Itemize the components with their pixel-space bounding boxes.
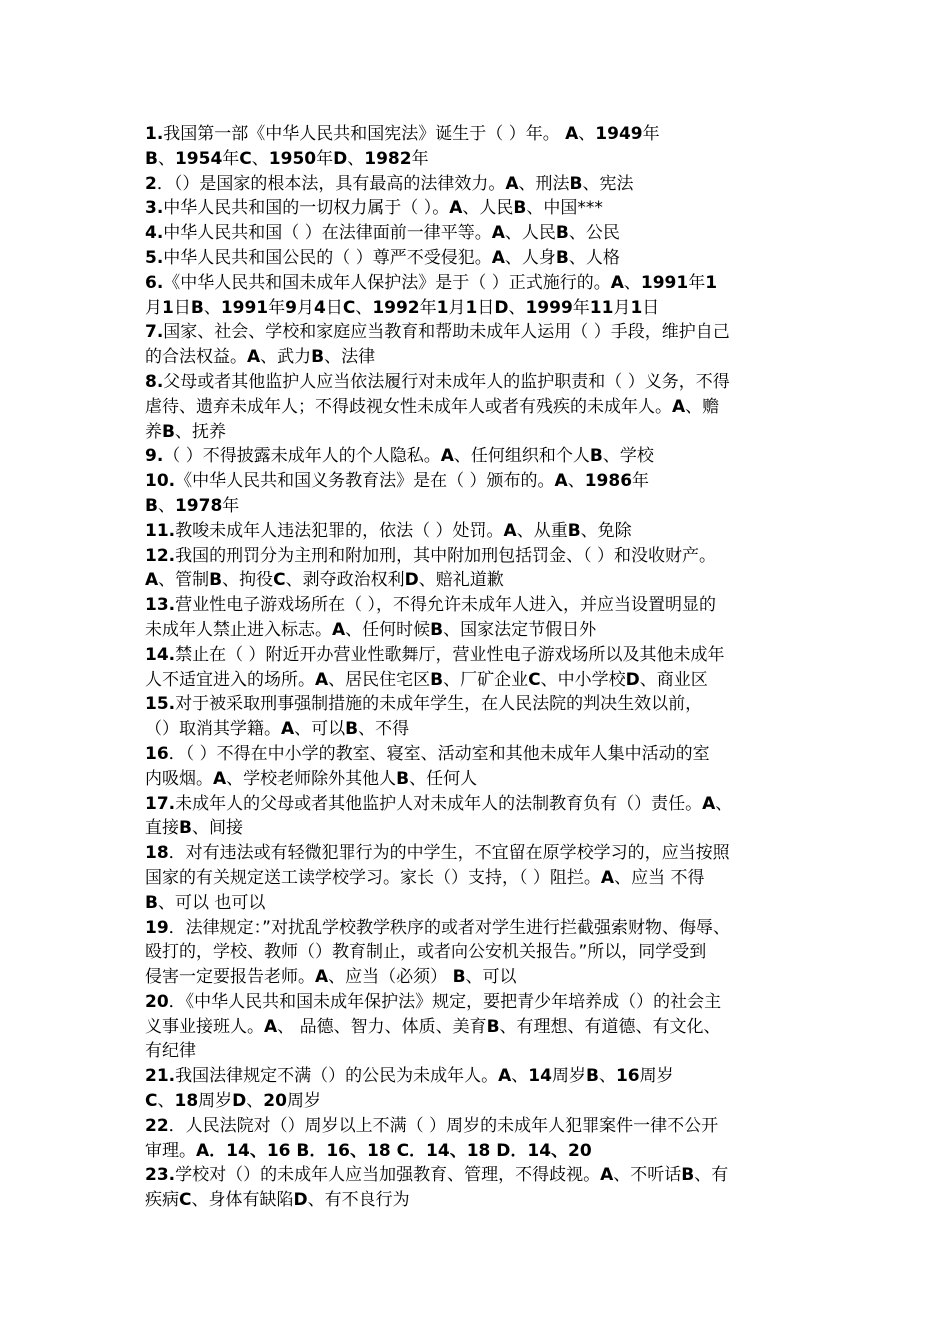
text-line (145, 940, 825, 965)
text-segment: 中华人民共和国公民的（ ）尊严不受侵犯。 (163, 247, 492, 268)
text-segment: 、应当 不得 (614, 867, 705, 888)
text-segment: 、刑法 (518, 173, 570, 194)
text-segment: 教唆未成年人违法犯罪的，依法（ ）处罚。 (175, 520, 504, 541)
text-segment: 营业性电子游戏场所在（ ），不得允许未成年人进入，并应当设置明显的 (175, 595, 717, 616)
text-line (145, 345, 825, 370)
text-segment: 殴打的，学校、教师（）教育制止，或者向公安机关报告。”所以，同学受到 (145, 942, 707, 963)
text-segment: ．（）是国家的根本法，具有最高的法律效力。 (156, 173, 506, 194)
text-line (145, 370, 825, 395)
text-segment: B (555, 223, 569, 244)
text-segment: 我国法律规定不满（）的公民为未成年人。 (175, 1066, 499, 1087)
text-segment: 16 (145, 743, 169, 764)
text-line (145, 544, 825, 569)
document-body (145, 122, 825, 1213)
text-segment: 、赔礼道歉 (418, 570, 504, 591)
text-segment: 周岁 (198, 1091, 233, 1112)
text-segment: 年 (222, 148, 240, 169)
text-segment: 9. (145, 446, 164, 467)
text-segment: 日 (642, 297, 660, 318)
text-segment: B (311, 347, 325, 368)
text-line (145, 692, 825, 717)
text-segment: A (672, 396, 686, 417)
text-segment: D (404, 570, 419, 591)
text-segment: B (162, 421, 175, 442)
text-segment: 日 (325, 297, 343, 318)
text-segment: 、 (251, 148, 269, 169)
text-line (145, 568, 825, 593)
text-segment: 17. (145, 793, 176, 814)
text-segment: 年 (419, 297, 437, 318)
text-segment: 22 (145, 1115, 169, 1136)
text-segment: 、不得 (358, 719, 410, 740)
text-segment: 、任何时候 (345, 619, 431, 640)
text-segment: 5. (145, 247, 164, 268)
text-segment: 月 (613, 297, 631, 318)
text-segment: ．法律规定：”对扰乱学校教学秩序的或者对学生进行拦截强索财物、侮辱、 (168, 917, 730, 938)
text-segment: 、身体有缺陷 (191, 1190, 294, 1211)
text-segment: 16 (615, 1066, 640, 1087)
text-segment: ．人民法院对（）周岁以上不满（ ）周岁的未成年人犯罪案件一律不公开 (168, 1115, 719, 1136)
text-segment: 3. (145, 198, 164, 219)
text-segment: 1986 (584, 471, 633, 492)
text-segment: 、间接 (191, 818, 243, 839)
text-segment: A (281, 719, 295, 740)
text-segment: 、学校老师除外其他人 (226, 768, 397, 789)
text-segment: 19 (145, 917, 169, 938)
text-segment: 9 (285, 297, 297, 318)
text-segment: 、 (598, 1066, 616, 1087)
text-line (145, 172, 825, 197)
text-segment: 、有理想、有道德、有文化、 (499, 1016, 721, 1037)
text-segment: A (247, 347, 261, 368)
text-segment: 月 (296, 297, 314, 318)
text-segment: 中华人民共和国的一切权力属于（ ）。 (163, 198, 450, 219)
text-segment: 1982 (364, 148, 412, 169)
text-segment: B (452, 967, 466, 988)
text-segment: 年 (411, 148, 429, 169)
text-line (145, 891, 825, 916)
text-segment: 、免除 (580, 520, 632, 541)
text-segment: 、人民 (504, 223, 556, 244)
text-segment: 、剥夺政治权利 (285, 570, 405, 591)
text-segment: C (179, 1190, 192, 1211)
text-segment: 内吸烟。 (145, 768, 213, 789)
text-segment: B (681, 1165, 695, 1186)
text-segment: C (528, 669, 541, 690)
text-line (145, 1039, 825, 1064)
text-segment: 、 (623, 272, 641, 293)
text-segment: 审理。 (145, 1140, 196, 1161)
text-line (145, 841, 825, 866)
text-segment: 年 (316, 148, 334, 169)
text-segment: 月 (145, 297, 162, 318)
text-segment: 、 (157, 495, 175, 516)
text-segment: 《中华人民共和国义务教育法》是在（ ）颁布的。 (175, 471, 555, 492)
text-segment: B (486, 1016, 500, 1037)
text-segment: 、 (355, 297, 373, 318)
text-segment: C (273, 570, 286, 591)
text-segment: B (396, 768, 410, 789)
text-line (145, 618, 825, 643)
text-segment: 、 品德、智力、体质、美育 (277, 1016, 487, 1037)
text-segment: 国家、社会、学校和家庭应当教育和帮助未成年人运用（ ）手段，维护自己 (163, 322, 730, 343)
text-segment: 日 (477, 297, 495, 318)
text-line (145, 1188, 825, 1213)
text-segment: A (702, 793, 716, 814)
text-segment: A (264, 1016, 278, 1037)
text-segment: B (555, 247, 569, 268)
text-segment: 、赡 (685, 396, 720, 417)
text-segment: 、不听话 (613, 1165, 682, 1186)
text-segment: B (190, 297, 204, 318)
text-segment: 、有 (694, 1165, 729, 1186)
text-segment: 1992 (372, 297, 420, 318)
text-segment: 、学校 (602, 446, 654, 467)
text-segment: 12. (145, 545, 176, 566)
text-segment: 、武力 (260, 347, 312, 368)
text-segment: 我国的刑罚分为主刑和附加刑，其中附加刑包括罚金、（ ）和没收财产。 (175, 545, 717, 566)
text-segment: 1954 (174, 148, 223, 169)
text-segment: 20 (263, 1091, 287, 1112)
text-segment: 21. (145, 1066, 176, 1087)
text-segment: 1949 (595, 124, 643, 144)
text-segment: B (513, 198, 527, 219)
text-segment: B (569, 173, 583, 194)
text-line (145, 1064, 825, 1089)
text-line (145, 469, 825, 494)
text-segment: 、法律 (324, 347, 376, 368)
text-segment: 、人格 (568, 247, 620, 268)
text-line (145, 147, 825, 172)
text-segment: C (145, 1091, 158, 1112)
text-segment: B (145, 495, 158, 516)
text-segment: 未成年人的父母或者其他监护人对未成年人的法制教育负有（）责任。 (175, 793, 703, 814)
text-segment: A (449, 198, 463, 219)
text-segment: B (430, 619, 444, 640)
text-segment: 1. (145, 124, 164, 144)
text-segment: 《中华人民共和国未成年人保护法》是于（ ）正式施行的。 (163, 272, 611, 293)
text-segment: 、任何人 (409, 768, 478, 789)
text-segment: A (491, 223, 505, 244)
text-line (145, 965, 825, 990)
text-segment: A (610, 272, 624, 293)
text-segment: 周岁 (551, 1066, 586, 1087)
text-segment: A (503, 520, 517, 541)
text-segment: 、 (567, 471, 585, 492)
text-segment: 中华人民共和国（ ）在法律面前一律平等。 (163, 223, 492, 244)
text-segment: 虐待、遗弃未成年人；不得歧视女性未成年人或者有残疾的未成年人。 (145, 396, 672, 417)
text-segment: 、公民 (568, 223, 620, 244)
text-segment: 、 (578, 124, 596, 144)
text-segment: 、 (715, 793, 733, 814)
text-segment: 4 (313, 297, 326, 318)
text-segment: D (232, 1091, 247, 1112)
text-line (145, 271, 825, 296)
text-segment: 、 (157, 148, 175, 169)
text-segment: 1 (630, 297, 643, 318)
text-segment: B (209, 570, 223, 591)
text-segment: 、国家法定节假日外 (443, 619, 597, 640)
text-segment: A (491, 247, 505, 268)
text-segment: A (505, 173, 519, 194)
text-segment: ．《中华人民共和国未成年保护法》规定，要把青少年培养成（）的社会主 (168, 991, 722, 1012)
text-segment: 父母或者其他监护人应当依法履行对未成年人的监护职责和（ ）义务，不得 (163, 371, 730, 392)
text-segment: ．对有违法或有轻微犯罪行为的中学生，不宜留在原学校学习的，应当按照 (168, 843, 730, 864)
text-line (145, 866, 825, 891)
text-segment: D (333, 148, 348, 169)
text-line (145, 444, 825, 469)
text-line (145, 816, 825, 841)
text-segment: 、有不良行为 (307, 1190, 410, 1211)
text-segment: 义事业接班人。 (145, 1016, 264, 1037)
text-segment: 1950 (268, 148, 317, 169)
text-segment: B (145, 148, 158, 169)
text-segment: A (600, 867, 615, 888)
text-segment: 、人民 (462, 198, 514, 219)
text-segment: 1 (465, 297, 478, 318)
text-segment: A (600, 1165, 614, 1186)
text-segment: 养 (145, 421, 162, 442)
text-segment: 20 (145, 991, 169, 1012)
text-segment: 年 (688, 272, 706, 293)
text-segment: B (589, 446, 603, 467)
text-segment: 国家的有关规定送工读学校学习。家长（）支持，（ ）阻拦。 (145, 867, 601, 888)
text-segment: 、应当（必须） (328, 967, 453, 988)
text-segment: 11. (145, 520, 176, 541)
text-line (145, 1114, 825, 1139)
text-line (145, 742, 825, 767)
text-segment: 学校对（）的未成年人应当加强教育、管理，不得歧视。 (175, 1165, 601, 1186)
text-line (145, 296, 825, 321)
text-line (145, 1089, 825, 1114)
text-segment: A (554, 471, 568, 492)
text-line (145, 1163, 825, 1188)
text-segment: 、商业区 (639, 669, 708, 690)
text-segment: 未成年人禁止进入标志。 (145, 619, 332, 640)
text-segment: B (585, 1066, 599, 1087)
text-segment: 、中小学校 (540, 669, 626, 690)
text-line (145, 990, 825, 1015)
text-segment: 年 (642, 124, 660, 144)
text-line (145, 494, 825, 519)
text-segment: 、管制 (158, 570, 210, 591)
text-segment: 、可以 也可以 (157, 892, 266, 913)
text-line (145, 792, 825, 817)
text-line (145, 246, 825, 271)
text-segment: 周岁 (286, 1091, 321, 1112)
text-segment: 、可以 (465, 967, 517, 988)
text-segment: 、居民住宅区 (328, 669, 431, 690)
text-segment: 、 (203, 297, 221, 318)
text-segment: 疾病 (145, 1190, 179, 1211)
text-segment: 1978 (174, 495, 223, 516)
text-segment: 、厂矿企业 (443, 669, 529, 690)
text-segment: 月 (448, 297, 466, 318)
text-segment: 8. (145, 371, 164, 392)
text-segment: 11 (589, 297, 614, 318)
text-segment: A．14、16 B．16、18 C．14、18 D．14、20 (196, 1140, 592, 1161)
text-line (145, 395, 825, 420)
text-segment: 4. (145, 223, 164, 244)
text-segment: 23. (145, 1165, 176, 1186)
text-segment: 、中国*** (526, 198, 603, 219)
text-segment: 日 (173, 297, 191, 318)
text-segment: A (440, 446, 454, 467)
text-segment: B (430, 669, 444, 690)
text-segment: 年 (268, 297, 286, 318)
text-segment: 、人身 (504, 247, 556, 268)
text-segment: 、 (157, 1091, 175, 1112)
text-segment: 7. (145, 322, 164, 343)
text-segment: 、可以 (294, 719, 346, 740)
text-segment: 对于被采取刑事强制措施的未成年学生，在人民法院的判决生效以前， (175, 694, 703, 715)
text-segment: 1 (436, 297, 449, 318)
text-segment: 人不适宜进入的场所。 (145, 669, 315, 690)
text-line (145, 420, 825, 445)
text-line (145, 668, 825, 693)
text-segment: 14. (145, 644, 176, 665)
text-line (145, 916, 825, 941)
text-segment: （ ）不得披露未成年人的个人隐私。 (163, 446, 441, 467)
text-segment: B (179, 818, 192, 839)
text-segment: 有纪律 (145, 1041, 196, 1062)
text-segment: 年 (222, 495, 240, 516)
text-segment: 年 (572, 297, 590, 318)
text-segment: C (342, 297, 356, 318)
text-line (145, 1015, 825, 1040)
text-segment: ．（ ）不得在中小学的教室、寝室、活动室和其他未成年人集中活动的室 (168, 743, 710, 764)
text-segment: B (567, 520, 581, 541)
text-segment: 、 (511, 1066, 529, 1087)
text-segment: A (145, 570, 159, 591)
text-segment: 、 (246, 1091, 264, 1112)
text-segment: 1999 (525, 297, 573, 318)
text-segment: 的合法权益。 (145, 347, 247, 368)
text-segment: 1991 (220, 297, 269, 318)
text-segment: 周岁 (639, 1066, 674, 1087)
text-segment: 6. (145, 272, 164, 293)
text-segment: 直接 (145, 818, 179, 839)
text-line (145, 196, 825, 221)
text-segment: 、从重 (516, 520, 568, 541)
text-segment: A (315, 669, 329, 690)
text-segment: 15. (145, 694, 176, 715)
text-segment: A (498, 1066, 512, 1087)
text-segment: 18 (145, 843, 169, 864)
text-segment: 14 (528, 1066, 552, 1087)
text-segment: 1 (705, 272, 718, 293)
text-segment: C (239, 148, 252, 169)
text-segment: （）取消其学籍。 (145, 719, 281, 740)
text-segment: D (494, 297, 509, 318)
text-segment: 1991 (640, 272, 689, 293)
text-line (145, 519, 825, 544)
text-line (145, 320, 825, 345)
text-line (145, 221, 825, 246)
text-segment: 13. (145, 595, 176, 616)
text-segment: 1 (162, 297, 174, 318)
text-segment: 、 (347, 148, 365, 169)
text-segment: 10. (145, 471, 176, 492)
text-segment: 18 (174, 1091, 199, 1112)
text-segment: A (565, 124, 579, 144)
text-segment: 2 (145, 173, 157, 194)
text-segment: A (213, 768, 227, 789)
text-segment: A (315, 967, 329, 988)
text-segment: D (625, 669, 640, 690)
text-segment: 、任何组织和个人 (453, 446, 590, 467)
text-line (145, 122, 825, 147)
text-segment: 、拘役 (222, 570, 274, 591)
text-line (145, 593, 825, 618)
text-segment: B (345, 719, 359, 740)
text-segment: 、宪法 (582, 173, 634, 194)
text-segment: A (332, 619, 346, 640)
text-line (145, 643, 825, 668)
text-segment: 年 (632, 471, 650, 492)
text-segment: D (293, 1190, 308, 1211)
text-segment: 、抚养 (174, 421, 226, 442)
text-line (145, 717, 825, 742)
text-segment: 、 (508, 297, 526, 318)
text-segment: 我国第一部《中华人民共和国宪法》诞生于（ ）年。 (163, 124, 566, 144)
text-segment: 禁止在（ ）附近开办营业性歌舞厅，营业性电子游戏场所以及其他未成年 (175, 644, 725, 665)
text-line (145, 767, 825, 792)
text-segment: B (145, 892, 158, 913)
text-line (145, 1139, 825, 1164)
text-segment: 侵害一定要报告老师。 (145, 967, 315, 988)
